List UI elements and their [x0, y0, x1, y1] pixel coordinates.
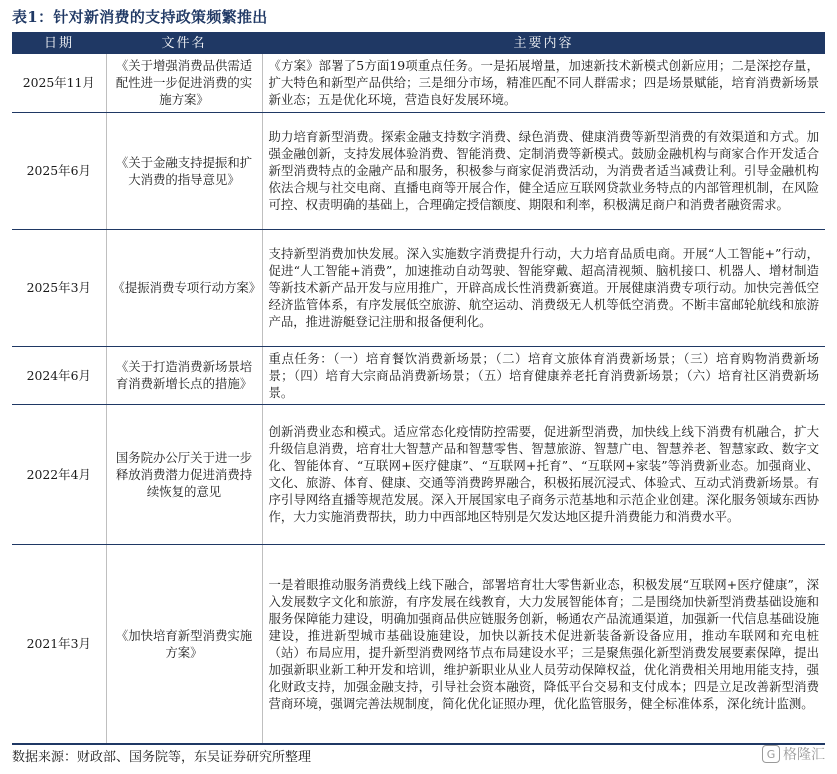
row-date: 2021年3月	[12, 544, 106, 744]
row-date: 2024年6月	[12, 346, 106, 404]
row-date: 2025年6月	[12, 112, 106, 229]
gelonghui-logo-icon: G	[762, 745, 780, 763]
row-doc: 《关于打造消费新场景培育消费新增长点的措施》	[106, 346, 262, 404]
row-content: 支持新型消费加快发展。深入实施数字消费提升行动，大力培育品质电商。开展“人工智能+”行动，促进“人工智能+消费”，加速推动自动驾驶、智能穿戴、超高清视频、脑机接口、机器人、增材制造等新技术新产品开发与应用推广，开辟高成长性消费新赛道。开展健康消费专项行动。加快完善低空经济监管体系，有序发展低空旅游、航空运动、消费级无人机等低空消费。不断丰富邮轮航线和旅游产品，推进游艇登记注册和报备便利化。	[262, 229, 825, 346]
data-source-note: 数据来源：财政部、国务院等，东吴证券研究所整理	[12, 750, 312, 765]
row-doc: 《提振消费专项行动方案》	[106, 229, 262, 346]
table-row	[12, 112, 825, 229]
table-row	[12, 404, 825, 544]
row-doc: 国务院办公厅关于进一步释放消费潜力促进消费持续恢复的意见	[106, 404, 262, 544]
table-title: 表1：针对新消费的支持政策频繁推出	[12, 8, 268, 26]
row-date: 2025年3月	[12, 229, 106, 346]
row-doc: 《加快培育新型消费实施方案》	[106, 544, 262, 744]
row-content: 重点任务：（一）培育餐饮消费新场景；（二）培育文旅体育消费新场景；（三）培育购物消费新场景；（四）培育大宗商品消费新场景；（五）培育健康养老托育消费新场景；（六）培育社区消费新场景。	[262, 346, 825, 404]
row-content: 《方案》部署了5方面19项重点任务。一是拓展增量，加速新技术新模式创新应用；二是深挖存量，扩大特色和新型产品供给；三是细分市场，精准匹配不同人群需求；四是场景赋能，培育消费新场景新业态；五是优化环境，营造良好发展环境。	[262, 54, 825, 112]
table-row	[12, 229, 825, 346]
watermark-text: 格隆汇	[783, 747, 825, 763]
table-row	[12, 544, 825, 744]
header-doc: 文件名	[106, 32, 262, 54]
watermark	[762, 744, 825, 764]
row-content: 助力培育新型消费。探索金融支持数字消费、绿色消费、健康消费等新型消费的有效渠道和方式。加强金融创新，支持发展体验消费、智能消费、定制消费等新模式。鼓励金融机构与商家合作开发适合新型消费特点的金融产品和服务，积极参与商家促消费活动，为消费者适当减费让利。引导金融机构依法合规与社交电商、直播电商等开展合作，健全适应互联网贷款业务特点的内部管理机制，在风险可控、权责明确的基础上，合理确定授信额度、期限和利率，积极满足商户和消费者融资需求。	[262, 112, 825, 229]
row-content: 一是着眼推动服务消费线上线下融合，部署培育壮大零售新业态，积极发展“互联网+医疗健康”，深入发展数字文化和旅游，有序发展在线教育，大力发展智能体育；二是围绕加快新型消费基础设施和服务保障能力建设，明确加强商品供应链服务创新，畅通农产品流通渠道，加强新一代信息基础设施建设，推进新型城市基础设施建设，加快以新技术促进新装备新设备应用，推动车联网和充电桩（站）布局应用，提升新型消费网络节点布局建设水平；三是聚焦强化新型消费发展要素保障，提出加强新职业新工种开发和培训，维护新职业从业人员劳动保障权益，优化消费相关用地用能支持，强化财政支持，加强金融支持，引导社会资本融资，降低平台交易和支付成本；四是立足改善新型消费营商环境，强调完善法规制度，简化优化证照办理，优化监管服务，健全标准体系，深化统计监测。	[262, 544, 825, 744]
table-row	[12, 54, 825, 112]
table-header-row	[12, 32, 825, 54]
row-content: 创新消费业态和模式。适应常态化疫情防控需要，促进新型消费，加快线上线下消费有机融合，扩大升级信息消费，培育壮大智慧产品和智慧零售、智慧旅游、智慧广电、智慧养老、智慧家政、数字文化、智能体育、“互联网+医疗健康”、“互联网+托育”、“互联网+家装”等消费新业态。加强商业、文化、旅游、体育、健康、交通等消费跨界融合，积极拓展沉浸式、体验式、互动式消费新场景。有序引导网络直播等规范发展。深入开展国家电子商务示范基地和示范企业创建。深化服务领域东西协作，大力实施消费帮扶，助力中西部地区特别是欠发达地区提升消费能力和消费水平。	[262, 404, 825, 544]
header-date: 日期	[12, 32, 106, 54]
row-doc: 《关于金融支持提振和扩大消费的指导意见》	[106, 112, 262, 229]
policy-table	[12, 32, 825, 745]
table-row	[12, 346, 825, 404]
row-date: 2022年4月	[12, 404, 106, 544]
row-date: 2025年11月	[12, 54, 106, 112]
header-content: 主要内容	[262, 32, 825, 54]
row-doc: 《关于增强消费品供需适配性进一步促进消费的实施方案》	[106, 54, 262, 112]
